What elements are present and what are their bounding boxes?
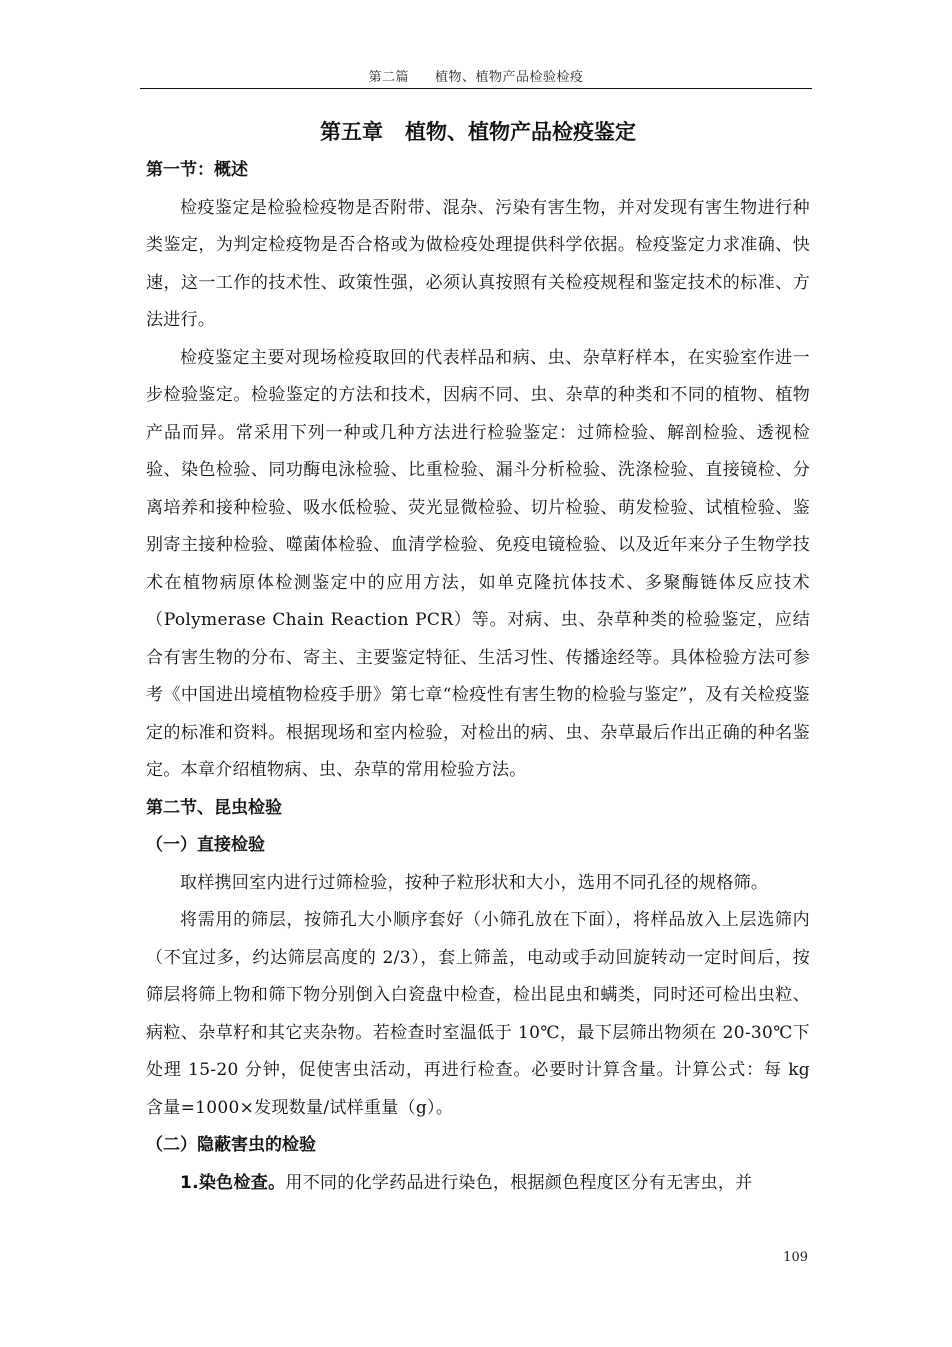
chapter-title — [146, 112, 810, 152]
chapter-number: 第五章 — [320, 120, 383, 144]
paragraph: 取样携回室内进行过筛检验，按种子粒形状和大小，选用不同孔径的规格筛。 — [180, 872, 769, 893]
item-label: 1.染色检查。 — [180, 1172, 286, 1193]
subsection-heading-hidden-pests: （二）隐蔽害虫的检验 — [146, 1135, 316, 1155]
chapter-name: 植物、植物产品检疫鉴定 — [405, 120, 636, 144]
running-header-title: 植物、植物产品检验检疫 — [435, 70, 584, 85]
section-heading-overview: 第一节：概述 — [146, 160, 248, 180]
paragraph-staining-check — [146, 1165, 810, 1203]
paragraph: 检疫鉴定主要对现场检疫取回的代表样品和病、虫、杂草籽样本，在实验室作进一步检验鉴定。检验鉴定的方法和技术，因病不同、虫、杂草的种类和不同的植物、植物产品而异。常采用下列一种或几种方法进行检验鉴定：过筛检验、解剖检验、透视检验、染色检验、同功酶电泳检验、比重检验、漏斗分析检验、洗涤检验、直接镜检、分离培养和接种检验、吸水低检验、荧光显微检验、切片检验、萌发检验、试植检验、鉴别寄主接种检验、噬菌体检验、血清学检验、免疫电镜检验、以及近年来分子生物学技术在植物病原体检测鉴定中的应用方法，如单克隆抗体技术、多聚酶链体反应技术（Polymerase Chain Reaction PCR）等。对病、虫、杂草种类的检验鉴定，应结合有害生物的分布、寄主、主要鉴定特征、生活习性、传播途经等。具体检验方法可参考《中国进出境植物检疫手册》第七章“检疫性有害生物的检验与鉴定”，及有关检疫鉴定的标准和资料。根据现场和室内检验，对检出的病、虫、杂草最后作出正确的种名鉴定。本章介绍植物病、虫、杂草的常用检验方法。 — [146, 347, 810, 780]
paragraph: 检疫鉴定是检验检疫物是否附带、混杂、污染有害生物，并对发现有害生物进行种类鉴定，为判定检疫物是否合格或为做检疫处理提供科学依据。检疫鉴定力求准确、快速，这一工作的技术性、政策性强，必须认真按照有关检疫规程和鉴定技术的标准、方法进行。 — [146, 197, 810, 330]
page-number: 109 — [783, 1250, 808, 1265]
running-header — [140, 66, 812, 85]
subsection-heading-direct-inspection: （一）直接检验 — [146, 835, 265, 855]
header-rule — [140, 88, 812, 89]
paragraph: 将需用的筛层，按筛孔大小顺序套好（小筛孔放在下面），将样品放入上层选筛内（不宜过多，约达筛层高度的 2/3），套上筛盖，电动或手动回旋转动一定时间后，按筛层将筛上物和筛下物分别倒入白瓷盘中检查，检出昆虫和螨类，同时还可检出虫粒、病粒、杂草籽和其它夹杂物。若检查时室温低于 10℃，最下层筛出物须在 20-30℃下处理 15-20 分钟，促使害虫活动，再进行检查。必要时计算含量。计算公式：每 kg 含量=1000×发现数量/试样重量（g）。 — [146, 910, 810, 1118]
page-body — [146, 112, 810, 1202]
item-text: 用不同的化学药品进行染色，根据颜色程度区分有无害虫，并 — [285, 1172, 753, 1193]
section-heading-insect-inspection: 第二节、昆虫检验 — [146, 797, 282, 818]
running-header-part: 第二篇 — [368, 70, 409, 85]
